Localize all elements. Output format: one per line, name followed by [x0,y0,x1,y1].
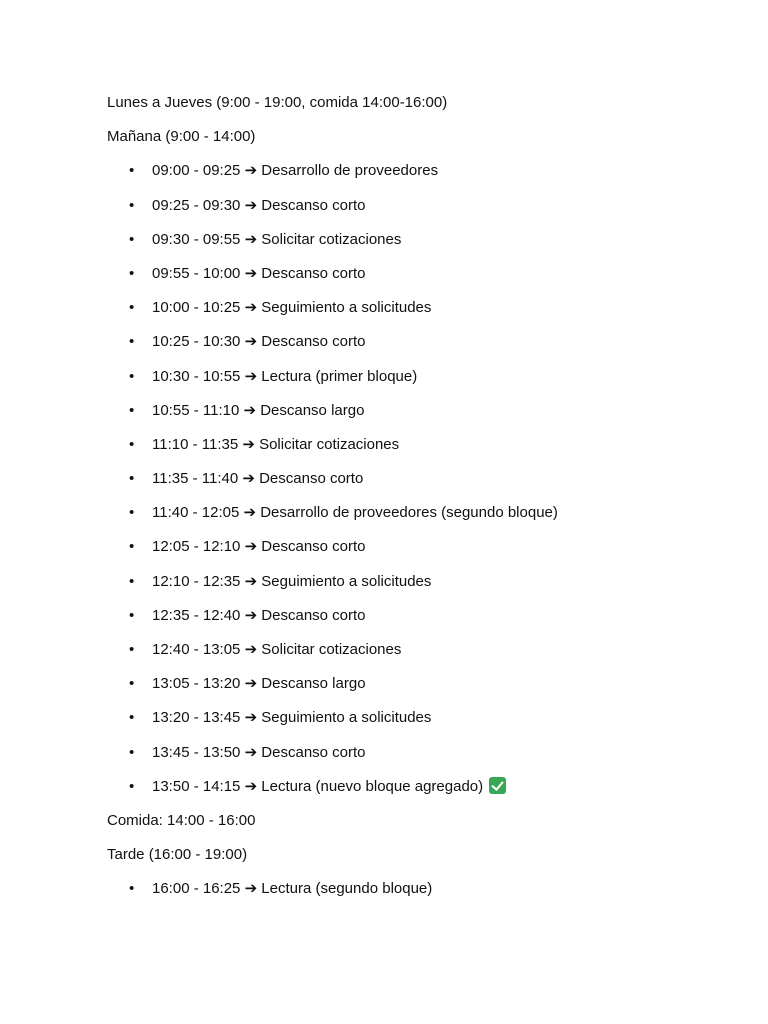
schedule-heading: Lunes a Jueves (9:00 - 19:00, comida 14:00-16:00) [107,94,448,111]
list-item [107,332,737,366]
list-item [107,298,737,332]
bullet-icon: • [129,606,135,624]
bullet-icon: • [129,538,135,556]
list-item-text: 09:55 - 10:00 ➔ Descanso corto [152,264,366,282]
list-item [107,743,737,777]
bullet-icon: • [129,880,135,898]
list-item [107,435,737,469]
list-item-text: 13:20 - 13:45 ➔ Seguimiento a solicitudes [152,709,432,727]
document-page [107,93,737,914]
bullet-icon: • [129,401,135,419]
list-item [107,230,737,264]
morning-title: Mañana (9:00 - 14:00) [107,128,256,146]
bullet-icon: • [129,709,135,727]
check-mark-icon [489,777,506,794]
morning-list [107,161,737,811]
list-item [107,161,737,195]
list-item-text: 13:50 - 14:15 ➔ Lectura (nuevo bloque agregado) [152,777,484,795]
list-item [107,879,737,913]
list-item-text: 11:40 - 12:05 ➔ Desarrollo de proveedores (segundo bloque) [152,504,558,522]
list-item-text: 09:30 - 09:55 ➔ Solicitar cotizaciones [152,230,402,248]
list-item-text: 12:05 - 12:10 ➔ Descanso corto [152,538,366,556]
bullet-icon: • [129,196,135,214]
bullet-icon: • [129,572,135,590]
bullet-icon: • [129,162,135,180]
afternoon-title: Tarde (16:00 - 19:00) [107,846,248,864]
bullet-icon: • [129,230,135,248]
list-item-text: 12:10 - 12:35 ➔ Seguimiento a solicitudes [152,572,432,590]
list-item [107,367,737,401]
list-item [107,503,737,537]
list-item-text: 10:00 - 10:25 ➔ Seguimiento a solicitudes [152,299,432,317]
list-item-text: 10:55 - 11:10 ➔ Descanso largo [152,401,365,419]
list-item-text: 12:40 - 13:05 ➔ Solicitar cotizaciones [152,641,402,658]
list-item-text: 12:35 - 12:40 ➔ Descanso corto [152,606,366,624]
list-item-text: 16:00 - 16:25 ➔ Lectura (segundo bloque) [152,880,433,898]
bullet-icon: • [129,743,135,761]
lunch-line: Comida: 14:00 - 16:00 [107,811,256,829]
list-item-text: 11:35 - 11:40 ➔ Descanso corto [152,470,364,488]
bullet-icon: • [129,641,135,658]
list-item-text: 10:25 - 10:30 ➔ Descanso corto [152,333,366,351]
bullet-icon: • [129,504,135,522]
bullet-icon: • [129,675,135,693]
bullet-icon: • [129,333,135,351]
bullet-icon: • [129,777,135,795]
list-item [107,572,737,606]
list-item-text: 09:25 - 09:30 ➔ Descanso corto [152,196,366,214]
list-item [107,401,737,435]
list-item [107,469,737,503]
list-item [107,606,737,640]
list-item [107,777,737,811]
list-item [107,674,737,708]
bullet-icon: • [129,264,135,282]
list-item-text: 10:30 - 10:55 ➔ Lectura (primer bloque) [152,367,418,385]
afternoon-list [107,879,737,913]
list-item-text: 13:45 - 13:50 ➔ Descanso corto [152,743,366,761]
bullet-icon: • [129,435,135,453]
bullet-icon: • [129,470,135,488]
list-item-text: 09:00 - 09:25 ➔ Desarrollo de proveedores [152,162,439,180]
list-item [107,264,737,298]
list-item [107,640,737,674]
list-item [107,196,737,230]
list-item [107,708,737,742]
list-item-text: 13:05 - 13:20 ➔ Descanso largo [152,675,366,693]
bullet-icon: • [129,299,135,317]
list-item-text: 11:10 - 11:35 ➔ Solicitar cotizaciones [152,435,400,453]
bullet-icon: • [129,367,135,385]
list-item [107,537,737,571]
